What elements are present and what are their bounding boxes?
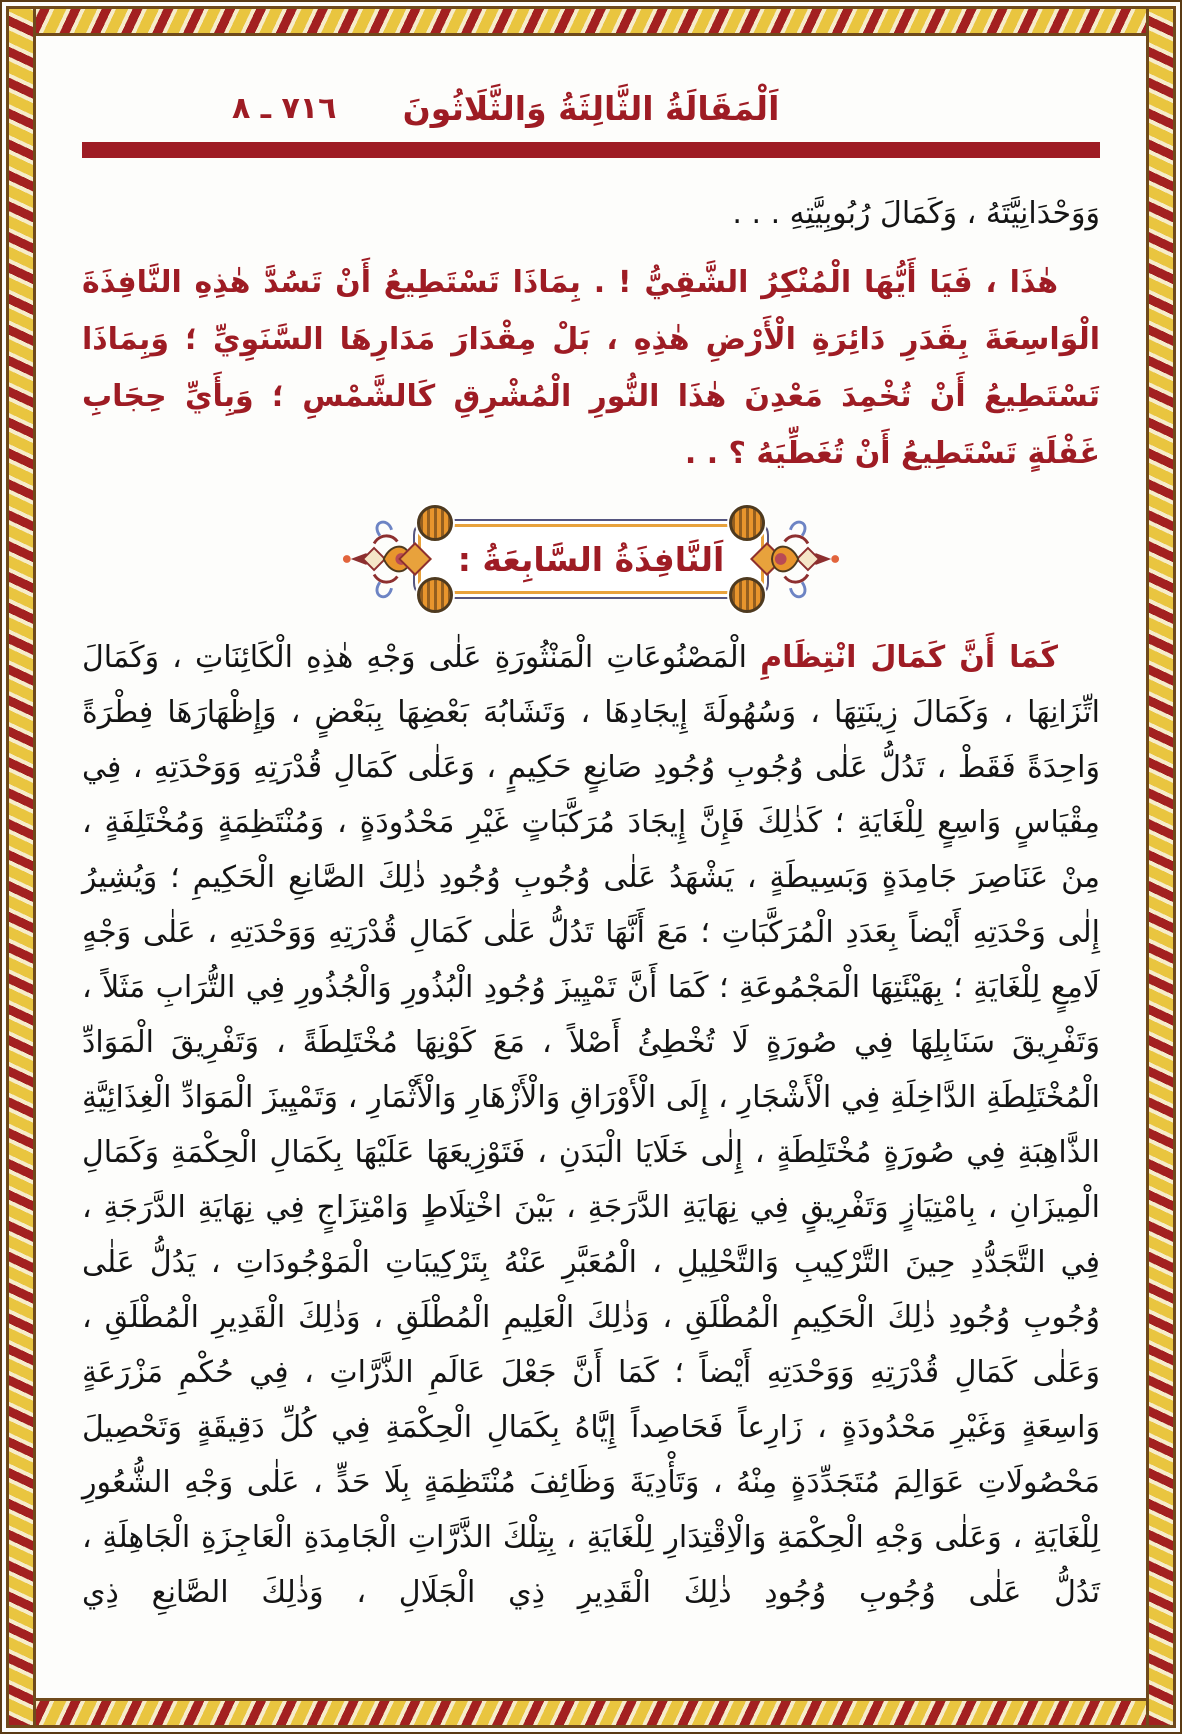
border-top-chain xyxy=(6,6,1176,36)
medallion-icon xyxy=(729,577,765,613)
border-right-chain xyxy=(1146,6,1176,1728)
medallion-icon xyxy=(729,505,765,541)
page-header xyxy=(82,80,1100,138)
page-title: اَلْمَقَالَةُ الثَّالِثَةُ وَالثَّلَاثُونَ xyxy=(402,89,780,128)
body-text: الْمَصْنُوعَاتِ الْمَنْثُورَةِ عَلٰى وَجْهِ هٰذِهِ الْكَائِنَاتِ ، وَكَمَالَ اتِّزَانِهَا ، وَكَمَالَ زِينَتِهَا ، وَسُهُولَةَ إِيجَادِهَا ، وَتَشَابُهَ بَعْضِهَا بِبَعْضٍ ، وَإِظْهَارَهَا فِطْرَةً وَاحِدَةً فَقَطْ ، تَدُلُّ عَلٰى وُجُوبِ وُجُودِ صَانِعٍ حَكِيمٍ ، وَعَلٰى كَمَالِ قُدْرَتِهِ وَوَحْدَتِهِ ، فِي مِقْيَاسٍ وَاسِعٍ لِلْغَايَةِ ؛ كَذٰلِكَ فَإِنَّ إِيجَادَ مُرَكَّبَاتٍ غَيْرِ مَحْدُودَةٍ ، وَمُنْتَظِمَةٍ وَمُخْتَلِفَةٍ ، مِنْ عَنَاصِرَ جَامِدَةٍ وَبَسِيطَةٍ ، يَشْهَدُ عَلٰى وُجُوبِ وُجُودِ ذٰلِكَ الصَّانِعِ الْحَكِيمِ ؛ وَيُشِيرُ إِلٰى وَحْدَتِهِ أَيْضاً بِعَدَدِ الْمُرَكَّبَاتِ ؛ مَعَ أَنَّهَا تَدُلُّ عَلٰى كَمَالِ قُدْرَتِهِ وَوَحْدَتِهِ ، عَلٰى وَجْهٍ لَامِعٍ لِلْغَايَةِ ؛ بِهَيْئَتِهَا الْمَجْمُوعَةِ ؛ كَمَا أَنَّ تَمْيِيزَ وُجُودِ الْبُذُورِ وَالْجُذُورِ فِي التُّرَابِ مَثَلاً ، وَتَفْرِيقَ سَنَابِلِهَا فِي صُورَةٍ لَا تُخْطِئُ أَصْلاً ، مَعَ كَوْنِهَا مُخْتَلِطَةً ، وَتَفْرِيقَ الْمَوَادِّ الْمُخْتَلِطَةِ الدَّاخِلَةِ فِي الْأَشْجَارِ ، إِلَى الْأَوْرَاقِ وَالْأَزْهَارِ وَالْأَثْمَارِ ، وَتَمْيِيزَ الْمَوَادِّ الْغِذَائِيَّةِ الذَّاهِبَةِ فِي صُورَةٍ مُخْتَلِطَةٍ ، إِلٰى خَلَايَا الْبَدَنِ ، فَتَوْزِيعَهَا عَلَيْهَا بِكَمَالِ الْحِكْمَةِ وَكَمَالِ الْمِيزَانِ ، بِامْتِيَازٍ وَتَفْرِيقٍ فِي نِهَايَةِ الدَّرَجَةِ ، بَيْنَ اخْتِلَاطٍ وَامْتِزَاجٍ فِي نِهَايَةِ الدَّرَجَةِ ، فِي التَّجَدُّدِ حِينَ التَّرْكِيبِ وَالتَّحْلِيلِ ، الْمُعَبَّرِ عَنْهُ بِتَرْكِيبَاتِ الْمَوْجُودَاتِ ، يَدُلُّ عَلٰى وُجُوبِ وُجُودِ ذٰلِكَ الْحَكِيمِ الْمُطْلَقِ ، وَذٰلِكَ الْعَلِيمِ الْمُطْلَقِ ، وَذٰلِكَ الْقَدِيرِ الْمُطْلَقِ ، وَعَلٰى كَمَالِ قُدْرَتِهِ وَوَحْدَتِهِ أَيْضاً ؛ كَمَا أَنَّ جَعْلَ عَالَمِ الذَّرَّاتِ ، فِي حُكْمِ مَزْرَعَةٍ وَاسِعَةٍ وَغَيْرِ مَحْدُودَةٍ ، زَارِعاً فَحَاصِداً إِيَّاهُ بِكَمَالِ الْحِكْمَةِ فِي كُلِّ دَقِيقَةٍ وَتَحْصِيلَ مَحْصُولَاتِ عَوَالِمَ مُتَجَدِّدَةٍ مِنْهُ ، وَتَأْدِيَةَ وَظَائِفَ مُنْتَظِمَةٍ بِلَا حَدٍّ ، عَلٰى وَجْهِ الشُّعُورِ لِلْغَايَةِ ، وَعَلٰى وَجْهِ الْحِكْمَةِ وَالْاِقْتِدَارِ لِلْغَايَةِ ، بِتِلْكَ الذَّرَّاتِ الْجَامِدَةِ الْعَاجِزَةِ الْجَاهِلَةِ ، تَدُلُّ عَلٰى وُجُوبِ وُجُودِ ذٰلِكَ الْقَدِيرِ ذِي الْجَلَالِ ، وَذٰلِكَ الصَّانِعِ ذِي xyxy=(82,640,1100,1610)
medallion-icon xyxy=(417,577,453,613)
page-content xyxy=(42,42,1140,1692)
section-heading: اَلنَّافِذَةُ السَّابِعَةُ : xyxy=(457,539,725,579)
address-paragraph: هٰذَا ، فَيَا أَيُّهَا الْمُنْكِرُ الشَّقِيُّ ! . بِمَاذَا تَسْتَطِيعُ أَنْ تَسُدَّ هٰذِهِ النَّافِذَةَ الْوَاسِعَةَ بِقَدَرِ دَائِرَةِ الْأَرْضِ هٰذِهِ ، بَلْ مِقْدَارَ مَدَارِهَا السَّنَوِيِّ ؛ وَبِمَاذَا تَسْتَطِيعُ أَنْ تُخْمِدَ مَعْدِنَ هٰذَا النُّورِ الْمُشْرِقِ كَالشَّمْسِ ؛ وَبِأَيِّ حِجَابِ غَفْلَةٍ تَسْتَطِيعُ أَنْ تُغَطِّيَهُ ؟ . . xyxy=(82,265,1100,471)
border-bottom-chain xyxy=(6,1698,1176,1728)
body-lead-phrase: كَمَا أَنَّ كَمَالَ انْتِظَامِ xyxy=(760,640,1058,675)
floral-ornament-right-icon xyxy=(771,509,841,609)
section-ornament xyxy=(82,504,1100,614)
header-rule xyxy=(82,142,1100,158)
intro-line: وَوَحْدَانِيَّتَهُ ، وَكَمَالَ رُبُوبِيَّتِهِ . . . xyxy=(732,196,1100,231)
section-heading-cartouche xyxy=(413,519,769,599)
border-left-chain xyxy=(6,6,36,1728)
body-paragraph xyxy=(82,630,1100,1620)
medallion-icon xyxy=(417,505,453,541)
page-number: ٧١٦ ـ ٨ xyxy=(232,91,337,126)
